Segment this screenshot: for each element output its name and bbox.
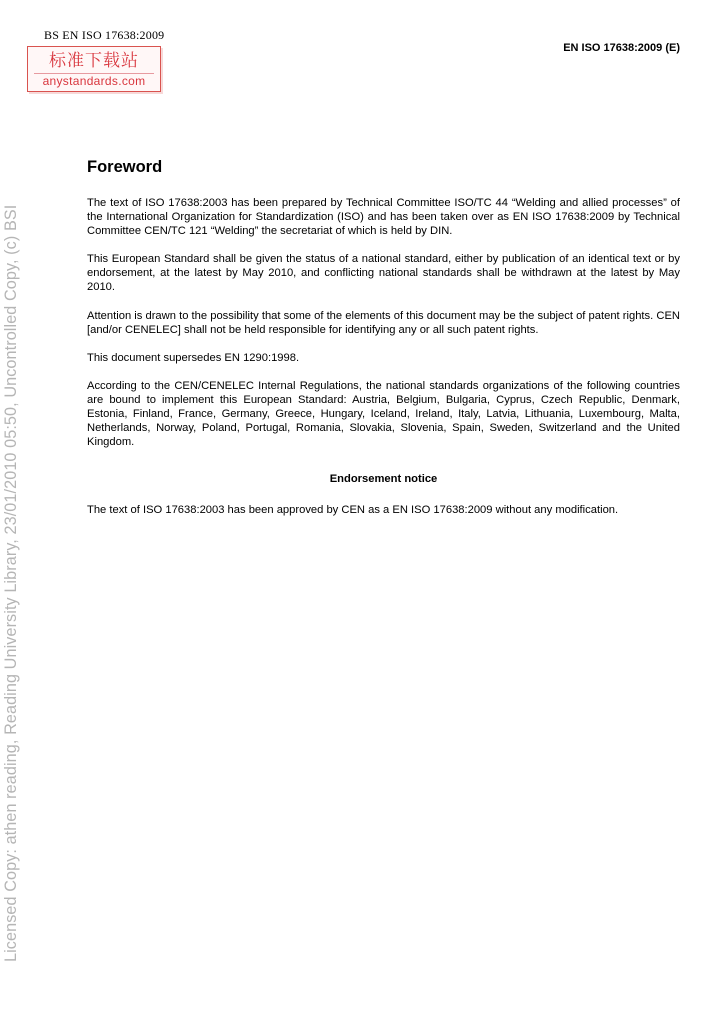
foreword-paragraph-4: This document supersedes EN 1290:1998.	[87, 351, 300, 364]
stamp-url-text: anystandards.com	[34, 73, 154, 88]
license-watermark: Licensed Copy: athen reading, Reading University Library, 23/01/2010 05:50, Uncontrolled Copy, (c) BSI	[2, 204, 20, 962]
endorsement-text: The text of ISO 17638:2003 has been approved by CEN as a EN ISO 17638:2009 without any modification.	[87, 504, 619, 517]
header-document-id: EN ISO 17638:2009 (E)	[563, 42, 680, 54]
page-body	[87, 156, 680, 531]
endorsement-heading: Endorsement notice	[329, 473, 438, 486]
foreword-paragraph-5: According to the CEN/CENELEC Internal Regulations, the national standards organizations of the following countries are bound to implement this European Standard: Austria, Belgium, Bulgaria, Cyprus, Czech Republic, Denmark, Estonia, Finland, France, Germany, Greece, Hungary, Iceland, Ireland, Italy, Latvia, Lithuania, Luxembourg, Malta, Netherlands, Norway, Poland, Portugal, Romania, Slovakia, Slovenia, Spain, Sweden, Switzerland and the United Kingdom.	[87, 379, 680, 449]
stamp-chinese-text: 标准下载站	[49, 51, 139, 71]
foreword-paragraph-2: This European Standard shall be given the status of a national standard, either by publication of an identical text or by endorsement, at the latest by May 2010, and conflicting national standards shall be withdrawn at the latest by May 2010.	[87, 253, 680, 294]
foreword-paragraph-1: The text of ISO 17638:2003 has been prepared by Technical Committee ISO/TC 44 “Welding and allied processes” of the International Organization for Standardization (ISO) and has been taken over as EN ISO 17638:2009 by Technical Committee CEN/TC 121 “Welding” the secretariat of which is held by DIN.	[87, 197, 680, 238]
header-standard-id: BS EN ISO 17638:2009	[44, 28, 165, 42]
page-title: Foreword	[87, 158, 163, 176]
site-stamp-logo	[27, 46, 161, 92]
foreword-paragraph-3: Attention is drawn to the possibility that some of the elements of this document may be the subject of patent rights. CEN [and/or CENELEC] shall not be held responsible for identifying any or all such patent rights.	[87, 309, 680, 336]
